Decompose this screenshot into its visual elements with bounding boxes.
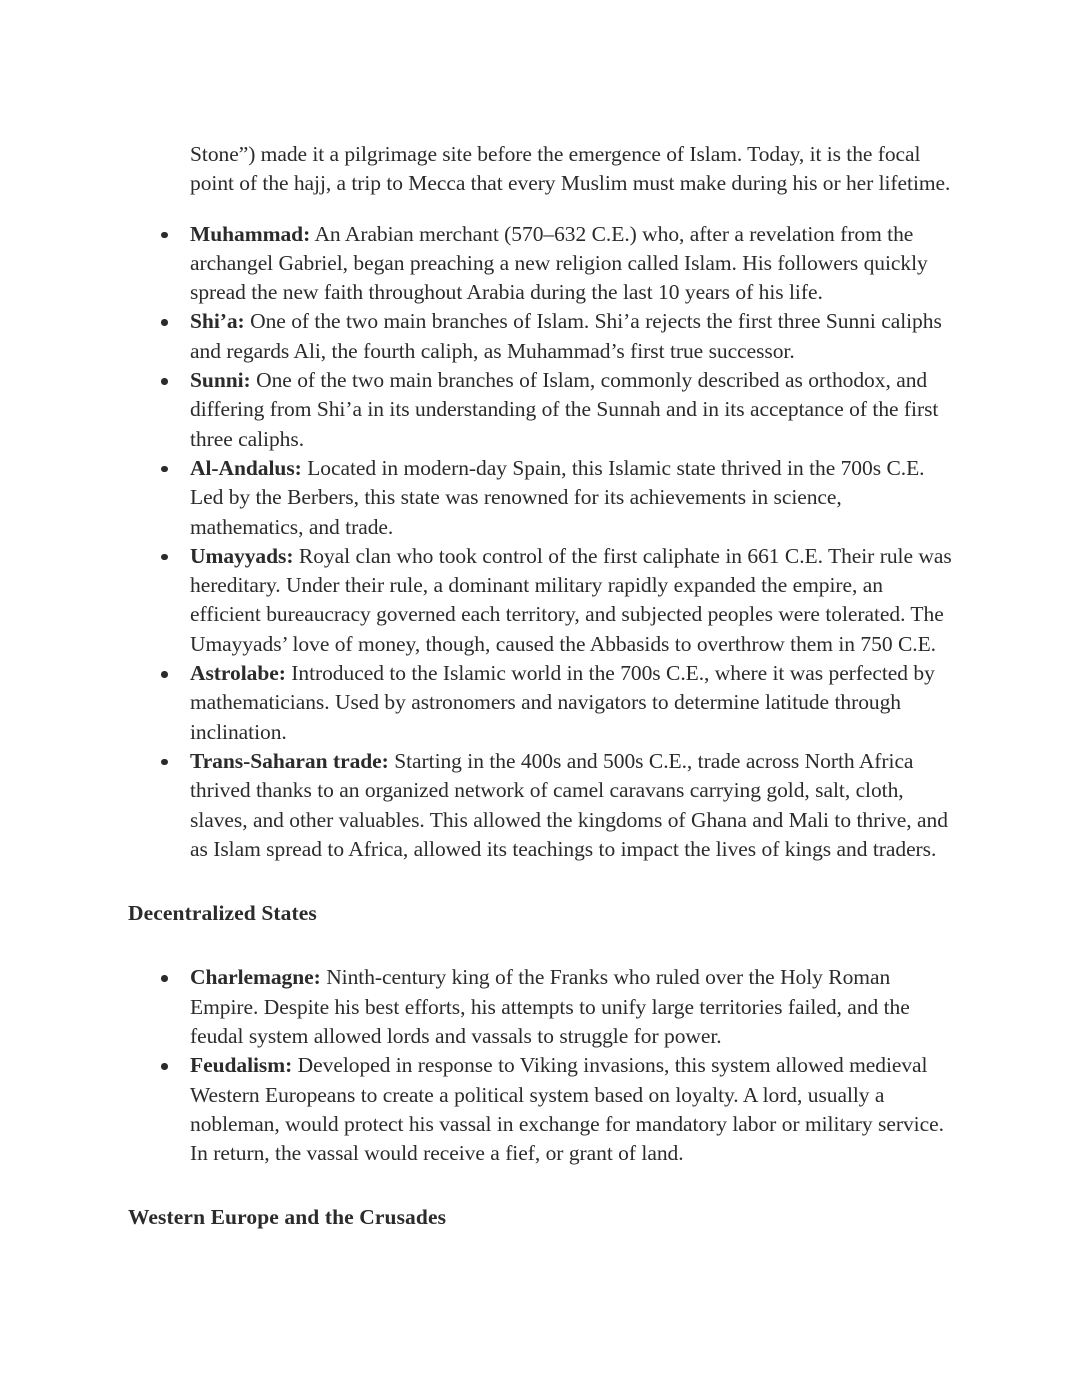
spacer xyxy=(128,928,955,963)
term-label: Trans-Saharan trade: xyxy=(190,748,389,773)
bullet-icon xyxy=(161,232,168,239)
bullet-icon xyxy=(161,554,168,561)
decentralized-states-list xyxy=(128,963,955,1168)
bullet-icon xyxy=(161,319,168,326)
term-label: Astrolabe: xyxy=(190,661,286,686)
term-description: Located in modern-day Spain, this Islamic state thrived in the 700s C.E. Led by the Berbers, this state was renowned for its achievements in science, mathematics, and trade. xyxy=(190,455,925,539)
list-item xyxy=(128,307,955,366)
page-content xyxy=(128,140,955,1232)
spacer xyxy=(128,1169,955,1203)
list-item xyxy=(128,542,955,659)
term-label: Umayyads: xyxy=(190,543,294,568)
term-description: One of the two main branches of Islam, commonly described as orthodox, and differing from Shi’a in its understanding of the Sunnah and in its acceptance of the first three caliphs. xyxy=(190,368,939,451)
spacer xyxy=(128,864,955,899)
term-description: Introduced to the Islamic world in the 700s C.E., where it was perfected by mathematicians. Used by astronomers and navigators to determine latitude through inclination. xyxy=(190,661,935,744)
list-item xyxy=(128,659,955,747)
islam-terms-list xyxy=(128,220,955,865)
bullet-icon xyxy=(161,378,168,385)
term-label: Sunni: xyxy=(190,368,251,393)
list-item xyxy=(128,454,955,542)
list-item xyxy=(128,220,955,308)
bullet-icon xyxy=(161,466,168,473)
term-description: One of the two main branches of Islam. Shi’a rejects the first three Sunni caliphs and regards Ali, the fourth caliph, as Muhammad’s first true successor. xyxy=(190,309,942,363)
bullet-icon xyxy=(161,671,168,678)
bullet-icon xyxy=(161,759,168,766)
term-description: Ninth-century king of the Franks who ruled over the Holy Roman Empire. Despite his best efforts, his attempts to unify large territories failed, and the feudal system allowed lords and vassals to struggle for power. xyxy=(190,965,910,1049)
section-heading-western-europe-and-the-crusades: Western Europe and the Crusades xyxy=(128,1204,447,1229)
section-heading-decentralized-states: Decentralized States xyxy=(128,901,317,926)
bullet-icon xyxy=(161,1063,168,1070)
term-description: Starting in the 400s and 500s C.E., trade across North Africa thrived thanks to an organized network of camel caravans carrying gold, salt, cloth, slaves, and other valuables. This allowed the kingdoms of Ghana and Mali to thrive, and as Islam spread to Africa, allowed its teachings to impact the lives of kings and traders. xyxy=(190,748,948,861)
continued-paragraph: Stone”) made it a pilgrimage site before the emergence of Islam. Today, it is the focal point of the hajj, a trip to Mecca that every Muslim must make during his or her lifetime. xyxy=(190,141,951,195)
list-item xyxy=(128,963,955,1051)
list-item xyxy=(128,747,955,864)
term-description: An Arabian merchant (570–632 C.E.) who, after a revelation from the archangel Gabriel, began preaching a new religion called Islam. His followers quickly spread the new faith throughout Arabia during the last 10 years of his life. xyxy=(190,221,928,305)
term-description: Royal clan who took control of the first caliphate in 661 C.E. Their rule was hereditary. Under their rule, a dominant military rapidly expanded the empire, an efficient bureaucracy governed each territory, and subjected peoples were tolerated. The Umayyads’ love of money, though, caused the Abbasids to overthrow them in 750 C.E. xyxy=(190,543,952,656)
list-item xyxy=(128,366,955,454)
term-label: Charlemagne: xyxy=(190,965,321,990)
term-description: Developed in response to Viking invasions, this system allowed medieval Western Europeans to create a political system based on loyalty. A lord, usually a nobleman, would protect his vassal in exchange for mandatory labor or military service. In return, the vassal would receive a fief, or grant of land. xyxy=(190,1053,944,1166)
term-label: Al-Andalus: xyxy=(190,455,302,480)
list-item xyxy=(128,1051,955,1168)
bullet-icon xyxy=(161,975,168,982)
term-label: Feudalism: xyxy=(190,1053,293,1078)
term-label: Shi’a: xyxy=(190,309,245,334)
term-label: Muhammad: xyxy=(190,221,311,246)
